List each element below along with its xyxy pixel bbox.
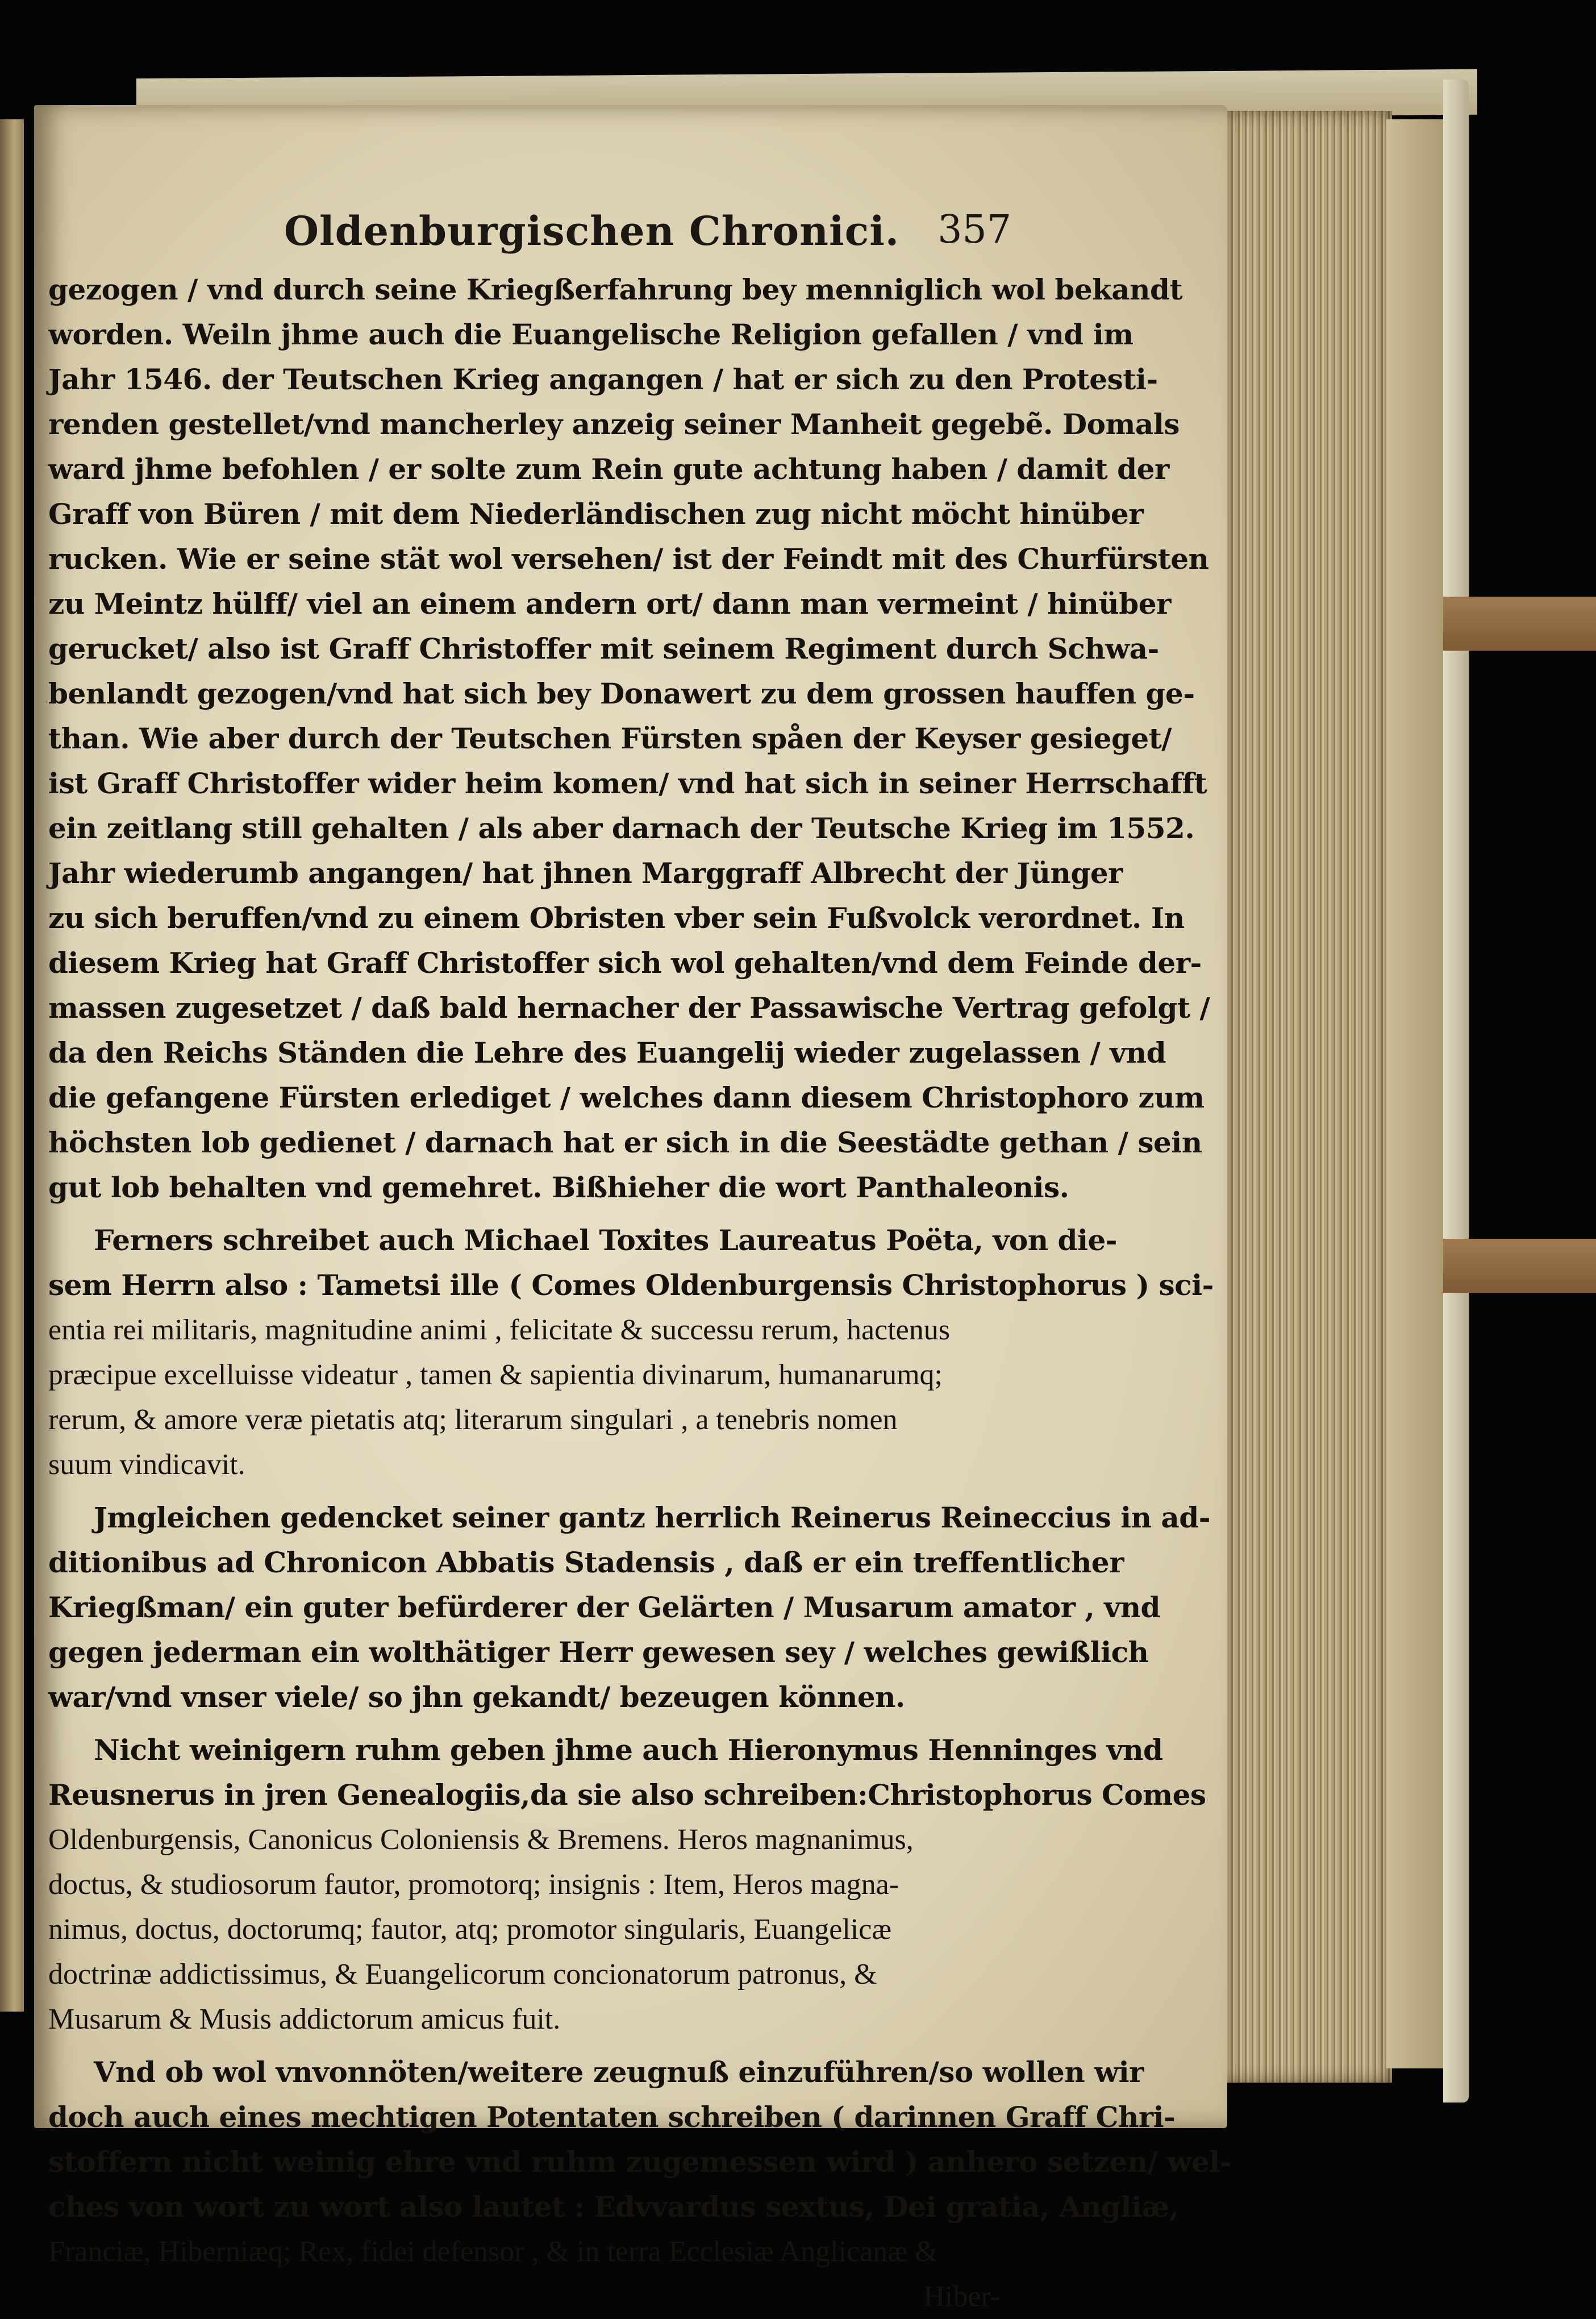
page-fore-edge — [1222, 111, 1392, 2083]
text-line: doctus, & studiosorum fautor, promotorq; insignis : Item, Heros magna- — [48, 1868, 899, 1901]
text-line: suum vindicavit. — [48, 1448, 245, 1481]
text-line: sem Herrn also : Tametsi ille ( Comes Oldenburgensis Christophorus ) sci- — [48, 1268, 1214, 1302]
text-line: ein zeitlang still gehalten / als aber darnach der Teutsche Krieg im 1552. — [48, 811, 1195, 845]
text-line: Graff von Büren / mit dem Niederländischen zug nicht möcht hinüber — [48, 497, 1144, 531]
text-line: Musarum & Musis addictorum amicus fuit. — [48, 2003, 561, 2035]
text-line: ditionibus ad Chronicon Abbatis Stadensis , daß er ein treffentlicher — [48, 1546, 1124, 1579]
text-line: gut lob behalten vnd gemehret. Bißhieher die wort Panthaleonis. — [48, 1171, 1069, 1204]
bookmark-ribbon-upper — [1443, 597, 1596, 651]
text-line: Jmgleichen gedencket seiner gantz herrlich Reinerus Reineccius in ad- — [94, 1501, 1210, 1534]
text-line: gezogen / vnd durch seine Kriegßerfahrung bey menniglich wol bekandt — [48, 273, 1183, 306]
text-line: Kriegßman/ ein guter befürderer der Gelärten / Musarum amator , vnd — [48, 1591, 1161, 1624]
running-title: Oldenburgischen Chronici. — [284, 207, 900, 255]
text-line: Reusnerus in jren Genealogiis,da sie also schreiben:Christophorus Comes — [48, 1778, 1206, 1812]
text-line: gegen jederman ein wolthätiger Herr gewesen sey / welches gewißlich — [48, 1635, 1149, 1669]
text-line: zu sich beruffen/vnd zu einem Obristen vber sein Fußvolck verordnet. In — [48, 901, 1185, 935]
text-line: ward jhme befohlen / er solte zum Rein gute achtung haben / damit der — [48, 452, 1169, 486]
catchword: Hiber- — [923, 2280, 1000, 2313]
text-line: massen zugesetzet / daß bald hernacher der Passawische Vertrag gefolgt / — [48, 991, 1210, 1025]
text-line: præcipue excelluisse videatur , tamen & sapientia divinarum, humanarumq; — [48, 1359, 943, 1391]
page-header — [284, 207, 1011, 259]
text-line: than. Wie aber durch der Teutschen Fürsten spåen der Keyser gesieget/ — [48, 722, 1172, 755]
text-line: diesem Krieg hat Graff Christoffer sich wol gehalten/vnd dem Feinde der- — [48, 946, 1202, 980]
text-line: war/vnd vnser viele/ so jhn gekandt/ bezeugen können. — [48, 1680, 905, 1714]
text-line: renden gestellet/vnd mancherley anzeig seiner Manheit gegebẽ. Domals — [48, 407, 1180, 441]
text-line: Jahr 1546. der Teutschen Krieg angangen / hat er sich zu den Protesti- — [48, 363, 1158, 396]
text-line: Ferners schreibet auch Michael Toxites Laureatus Poëta, von die- — [94, 1223, 1118, 1257]
text-line: ches von wort zu wort also lautet : Edvvardus sextus, Dei gratia, Angliæ, — [48, 2190, 1179, 2224]
text-line: rucken. Wie er seine stät wol versehen/ ist der Feindt mit des Churfürsten — [48, 542, 1209, 576]
text-line: nimus, doctus, doctorumq; fautor, atq; promotor singularis, Euangelicæ — [48, 1913, 892, 1946]
text-line: doch auch eines mechtigen Potentaten schreiben ( darinnen Graff Chri- — [48, 2100, 1176, 2134]
paragraph-gap — [48, 2042, 1000, 2050]
text-line: da den Reichs Ständen die Lehre des Euangelij wieder zugelassen / vnd — [48, 1036, 1166, 1069]
text-line: rerum, & amore veræ pietatis atq; literarum singulari , a tenebris nomen — [48, 1404, 898, 1436]
book-cover-edge — [1443, 80, 1469, 2102]
text-line: entia rei militaris, magnitudine animi , felicitate & successu rerum, hactenus — [48, 1314, 950, 1346]
paragraph-gap — [48, 1487, 1000, 1495]
text-line: Nicht weinigern ruhm geben jhme auch Hieronymus Henninges vnd — [94, 1733, 1163, 1767]
body-text — [48, 267, 1231, 2319]
text-line: gerucket/ also ist Graff Christoffer mit seinem Regiment durch Schwa- — [48, 632, 1159, 665]
text-line: höchsten lob gedienet / darnach hat er sich in die Seestädte gethan / sein — [48, 1126, 1202, 1159]
text-line: worden. Weiln jhme auch die Euangelische Religion gefallen / vnd im — [48, 318, 1134, 351]
facing-page-edge — [0, 119, 24, 2012]
paragraph-gap — [48, 1720, 1000, 1727]
text-line: Vnd ob wol vnvonnöten/weitere zeugnuß einzuführen/so wollen wir — [94, 2055, 1144, 2089]
text-line: stoffern nicht weinig ehre vnd ruhm zugemessen wird ) anhero setzen/ wel- — [48, 2145, 1231, 2179]
page-number: 357 — [937, 207, 1011, 252]
text-line: zu Meintz hülff/ viel an einem andern ort/ dann man vermeint / hinüber — [48, 587, 1171, 621]
paragraph-gap — [48, 1210, 1000, 1218]
text-line: die gefangene Fürsten erlediget / welches dann diesem Christophoro zum — [48, 1081, 1205, 1114]
text-line: Franciæ, Hiberniæq; Rex, fidei defensor , & in terra Ecclesiæ Anglicanæ & — [48, 2235, 938, 2268]
bookmark-ribbon-lower — [1443, 1239, 1596, 1293]
text-line: ist Graff Christoffer wider heim komen/ vnd hat sich in seiner Herrschafft — [48, 767, 1207, 800]
text-line: benlandt gezogen/vnd hat sich bey Donawert zu dem grossen hauffen ge- — [48, 677, 1195, 710]
text-line: doctrinæ addictissimus, & Euangelicorum concionatorum patronus, & — [48, 1958, 877, 1991]
text-line: Jahr wiederumb angangen/ hat jhnen Marggraff Albrecht der Jünger — [48, 856, 1123, 890]
text-line: Oldenburgensis, Canonicus Coloniensis & Bremens. Heros magnanimus, — [48, 1823, 914, 1856]
